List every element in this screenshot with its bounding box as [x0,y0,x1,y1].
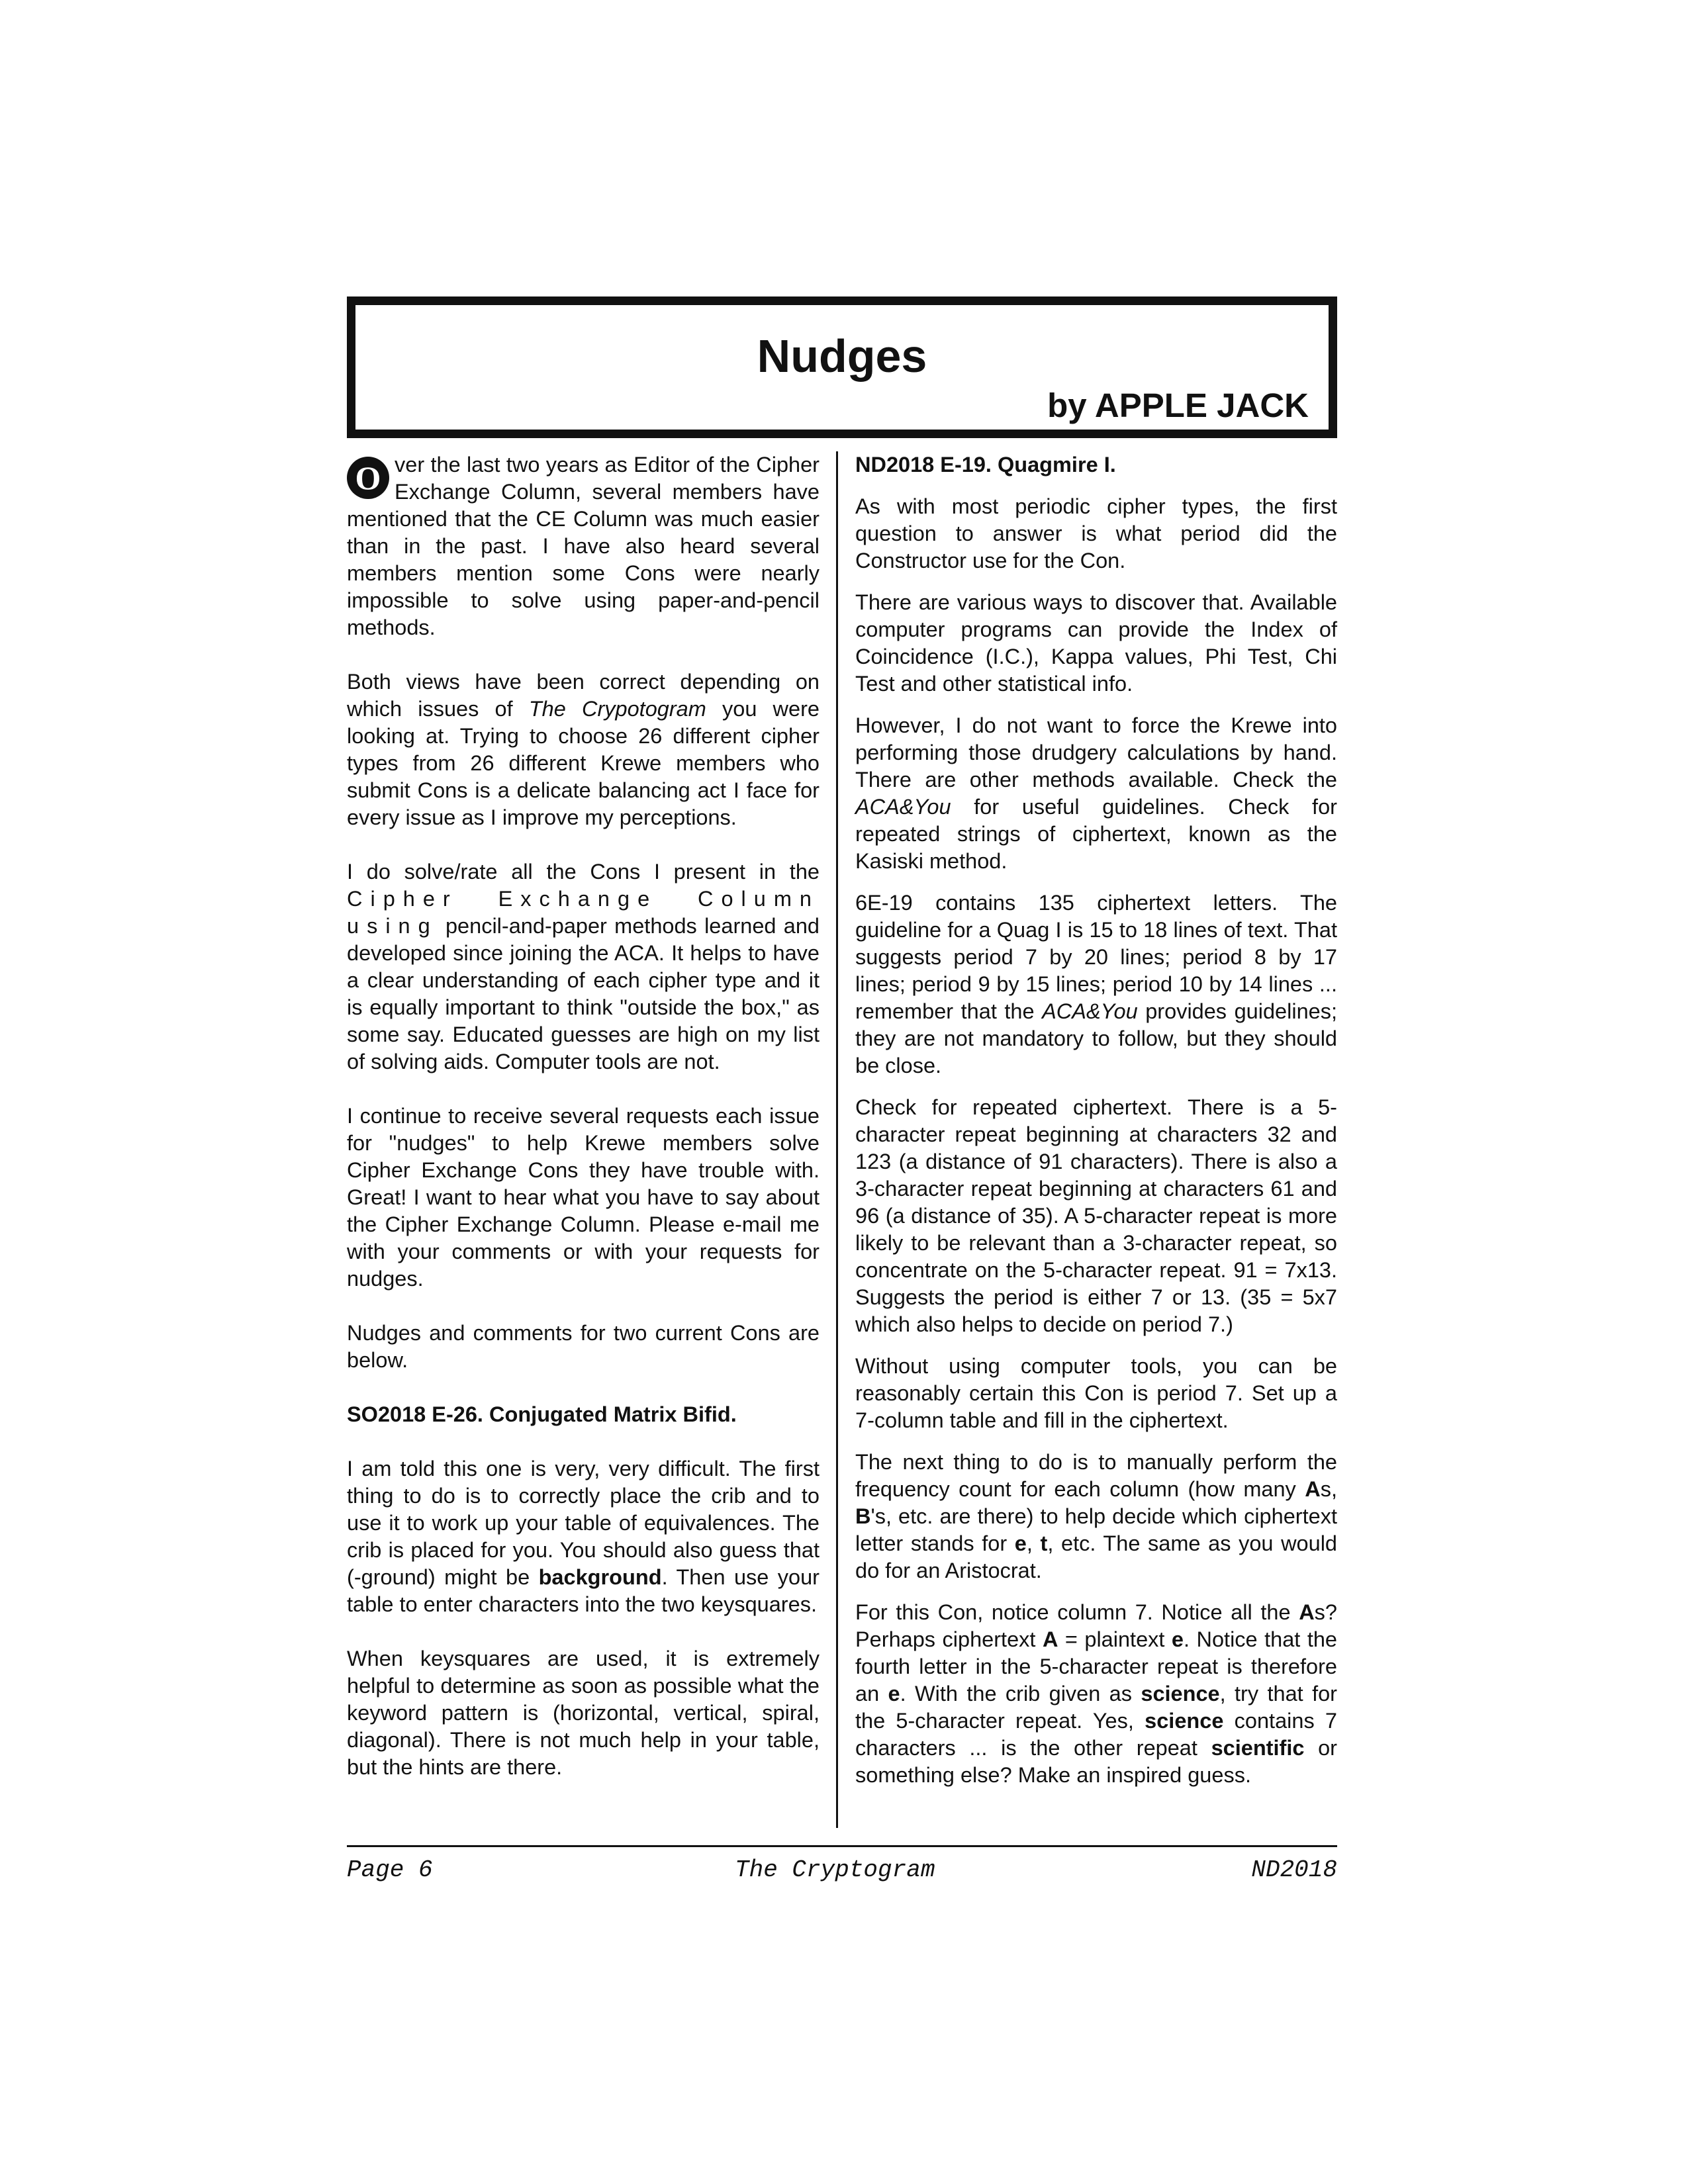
text-run: pencil-and-paper methods learned and developed since joining the ACA. It helps to have a clear understanding of each cipher type and it is equally important to think "outside the box," as some say. Educated guesses are high on my list of solving aids. Computer tools are not. [347,914,820,1073]
footer-publication: The Cryptogram [735,1856,935,1884]
paragraph-nudges-intro: Nudges and comments for two current Cons are below. [347,1321,820,1372]
text-run: Both views have been correct depending on which issues of [347,670,820,721]
intro-text: ver the last two years as Editor of the Cipher Exchange Column, several members have mentioned that the CE Column was much easier than in the past. I have also heard several members mention some Cons were nearly impossible to solve using paper-and-pencil methods. [347,453,820,639]
text-run: I do solve/rate all the Cons I present in the [347,860,820,884]
text-run: = plaintext [1058,1627,1172,1651]
bold-run: B [855,1504,871,1528]
section-heading-quagmire: ND2018 E-19. Quagmire I. [855,453,1116,477]
paragraph-views [347,668,820,831]
text-run: For this Con, notice column 7. Notice all the [855,1600,1299,1624]
paragraph-frequency [855,1449,1337,1584]
paragraph-kasiski [855,712,1337,875]
paragraph-intro [347,451,820,641]
dropcap-letter: O [347,457,389,499]
emphasis-run: The Crypotogram [528,697,706,721]
text-run: 6E-19 contains 135 ciphertext letters. The guideline for a Quag I is 15 to 18 lines of text. That suggests period 7 by 20 lines; period 8 by 17 lines; period 9 by 15 lines; period 10 by 14 lines ... remember that the [855,891,1337,1023]
text-run: for useful guidelines. Check for repeated strings of ciphertext, known as the Kasiski method. [855,795,1337,873]
text-run: . Notice that the fourth letter in the 5-character repeat is therefore an [855,1627,1337,1706]
article-byline: by APPLE JACK [1047,387,1309,424]
bold-run: A [1305,1477,1321,1501]
paragraph-discover-methods: There are various ways to discover that. Available computer programs can provide the Index of Coincidence (I.C.), Kappa values, Phi Test, Chi Test and other statistical info. [855,590,1337,696]
bold-run: e [888,1682,900,1706]
text-run: . Then use your table to enter characters into the two keysquares. [347,1565,820,1616]
footer-issue: ND2018 [1251,1856,1337,1884]
footer-rule [347,1845,1337,1847]
paragraph-column-seven [855,1599,1337,1789]
text-run: I am told this one is very, very difficult. The first thing to do is to correctly place the crib and to use it to work up your table of equivalences. The crib is placed for you. You should also guess that (-ground) might be [347,1457,820,1589]
bold-run: A [1299,1600,1315,1624]
emphasis-run: ACA&You [1042,999,1138,1023]
text-run: or something else? Make an inspired guess. [855,1736,1337,1787]
text-run: . With the crib given as [900,1682,1141,1706]
text-run: s, [1320,1477,1337,1501]
text-run: 's, etc. are there) to help decide which ciphertext letter stands for [855,1504,1337,1555]
text-run: s? Perhaps ciphertext [855,1600,1337,1651]
paragraph-period-seven: Without using computer tools, you can be reasonably certain this Con is period 7. Set up a 7-column table and fill in the ciphertext. [855,1354,1337,1432]
text-run: contains 7 characters ... is the other repeat [855,1709,1337,1760]
paragraph-bifid-keysquares: When keysquares are used, it is extremely helpful to determine as soon as possible what the keyword pattern is (horizontal, vertical, spiral, diagonal). There is not much help in your table, but the hints are there. [347,1647,820,1779]
bold-run: A [1042,1627,1058,1651]
right-column [855,451,1337,1803]
paragraph-period-question: As with most periodic cipher types, the first question to answer is what period did the Constructor use for the Con. [855,494,1337,572]
bold-run: science [1145,1709,1224,1733]
paragraph-repeats: Check for repeated ciphertext. There is a 5-character repeat beginning at characters 32 and 123 (a distance of 91 characters). There is also a 3-character repeat beginning at characters 61 and 96 (a distance of 35). A 5-character repeat is more likely to be relevant than a 3-character repeat, so concentrate on the 5-character repeat. 91 = 7x13. Suggests the period is either 7 or 13. (35 = 5x7 which also helps to decide on period 7.) [855,1095,1337,1336]
article-title: Nudges [757,330,927,382]
text-run: , [1026,1531,1041,1555]
left-column [347,451,820,1808]
column-divider [836,451,838,1828]
text-run: , etc. The same as you would do for an Aristocrat. [855,1531,1338,1582]
text-run: However, I do not want to force the Krewe into performing those drudgery calculations by hand. There are other methods available. Check the [855,713,1337,792]
title-box [347,296,1337,438]
text-run: , try that for the 5-character repeat. Yes, [855,1682,1337,1733]
bold-run: science [1141,1682,1220,1706]
paragraph-bifid-crib [347,1455,820,1618]
footer-page-number: Page 6 [347,1856,433,1884]
spaced-run: Cipher Exchange Column using [347,887,820,938]
paragraph-letter-count [855,889,1337,1079]
emphasis-run: ACA&You [855,795,951,819]
section-heading-bifid: SO2018 E-26. Conjugated Matrix Bifid. [347,1402,737,1426]
text-run: provides guidelines; they are not mandatory to follow, but they should be close. [855,999,1337,1077]
bold-run: t [1040,1531,1048,1555]
paragraph-solving [347,858,820,1075]
text-run: The next thing to do is to manually perform the frequency count for each column (how many [855,1450,1337,1501]
bold-run: scientific [1211,1736,1305,1760]
paragraph-requests: I continue to receive several requests each issue for "nudges" to help Krewe members solve Cipher Exchange Cons they have trouble with. Great! I want to hear what you have to say about the Cipher Exchange Column. Please e-mail me with your comments or with your requests for nudges. [347,1104,820,1291]
text-run: you were looking at. Trying to choose 26 different cipher types from 26 different Krewe members who submit Cons is a delicate balancing act I face for every issue as I improve my perceptions. [347,697,820,829]
bold-run: background [538,1565,662,1589]
bold-run: e [1171,1627,1184,1651]
bold-run: e [1014,1531,1027,1555]
